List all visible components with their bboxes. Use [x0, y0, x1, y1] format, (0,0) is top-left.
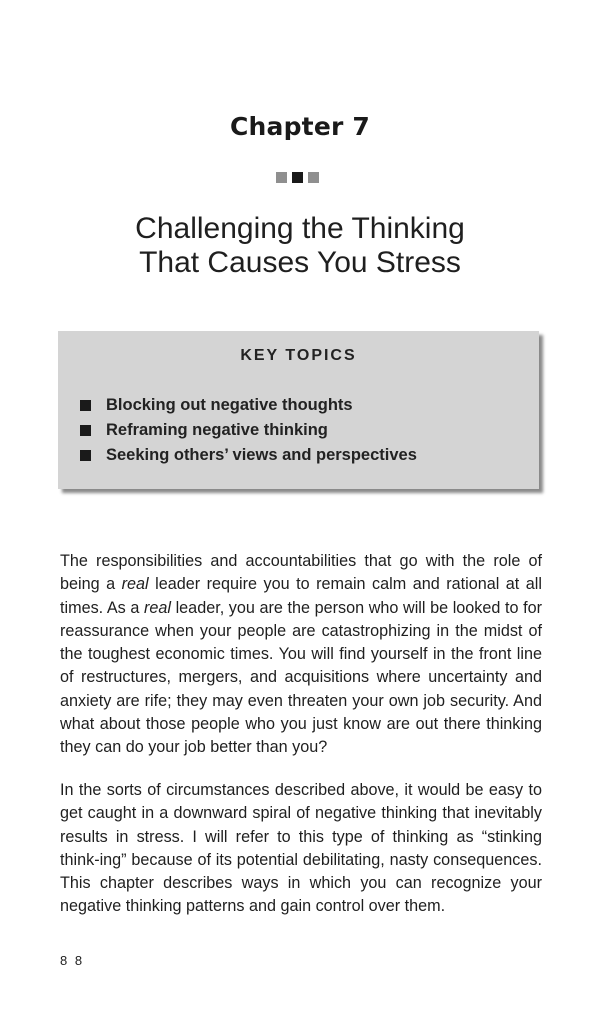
key-topic-text: Seeking others’ views and perspectives — [106, 446, 417, 464]
paragraph-1-text-a: The responsibilities and accountabilities that go with the role of being a — [60, 552, 542, 594]
key-topic-text: Reframing negative thinking — [106, 421, 328, 439]
ornament-square-middle — [292, 172, 303, 183]
key-topics-box — [58, 331, 539, 489]
chapter-title — [0, 212, 600, 280]
paragraph-1-emphasis-1: real — [121, 575, 149, 594]
key-topic-item — [80, 443, 417, 468]
paragraph-1-text-b: leader require you to remain calm and rational at all times. As a — [60, 575, 542, 617]
chapter-title-line-2: That Causes You Stress — [139, 246, 461, 279]
key-topic-item — [80, 393, 417, 418]
ornament-square-left — [276, 172, 287, 183]
square-bullet-icon — [80, 450, 91, 461]
page-number: 8 8 — [60, 953, 85, 968]
chapter-ornament — [276, 172, 319, 183]
ornament-square-right — [308, 172, 319, 183]
body-paragraph-2: In the sorts of circumstances described above, it would be easy to get caught in a downward spiral of negative thinking that inevitably results in stress. I will refer to this type of thinking as “stinking think-ing” because of its potential debilitating, nasty consequences. This chapter describes ways in which you can recognize your negative thinking patterns and gain control over them. — [60, 781, 542, 916]
paragraph-1-emphasis-2: real — [143, 598, 171, 617]
paragraph-1-text-c: leader, you are the person who will be looked to for reassurance when your people are catastrophizing in the midst of the toughest economic times. You will find yourself in the front line of restructures, mergers, and acquisitions where uncertainty and anxiety are rife; they may even threaten your own job security. And what about those people who you just know are out there thinking they can do your job better than you? — [60, 598, 542, 757]
key-topic-item — [80, 418, 417, 443]
key-topic-text: Blocking out negative thoughts — [106, 396, 353, 414]
chapter-label: Chapter 7 — [229, 112, 371, 141]
key-topics-heading: KEY TOPICS — [240, 347, 357, 364]
chapter-title-line-1: Challenging the Thinking — [135, 212, 465, 245]
square-bullet-icon — [80, 425, 91, 436]
square-bullet-icon — [80, 400, 91, 411]
key-topics-list — [80, 393, 417, 468]
body-paragraph-1 — [60, 550, 542, 760]
